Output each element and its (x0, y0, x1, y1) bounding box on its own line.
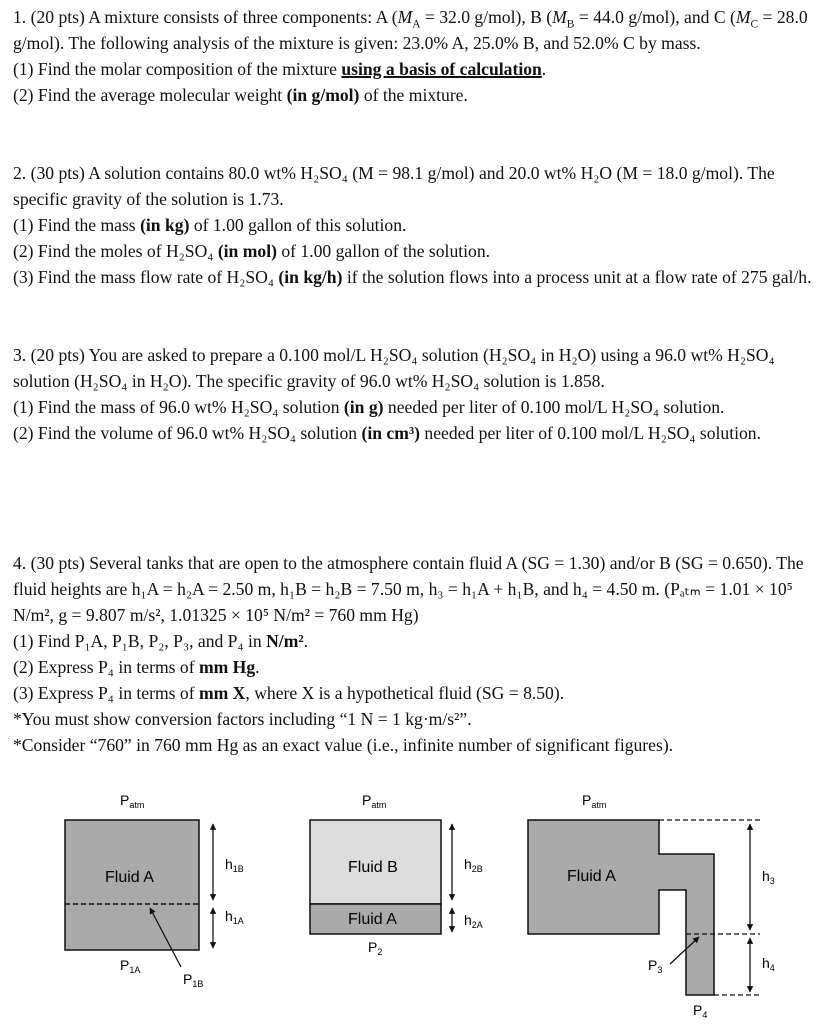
tank3-fluid-a (528, 820, 714, 995)
tank3-p4-label: $P_4$ (693, 1002, 708, 1020)
q2-intro: 2. (30 pts) A solution contains 80.0 wt% H₂SO₄ (M = 98.1 g/mol) and 20.0 wt% H₂O (M = 18.0 g/mol). The specific gravity of the solution is 1.73. (13, 163, 775, 209)
tank2-h2b-label: $h_{2B}$ (464, 856, 483, 874)
tank3-h4-label: $h_4$ (762, 955, 775, 973)
tank-3 (528, 792, 775, 1020)
tank2-p2-label: $P_2$ (368, 939, 383, 957)
tank2-h2a-label: $h_{2A}$ (464, 912, 483, 930)
q3-part-1: (1) Find the mass of 96.0 wt% H₂SO₄ solution (in g) needed per liter of 0.100 mol/L H₂SO₄ solution. (13, 397, 725, 417)
question-3 (13, 342, 829, 446)
tank-diagrams (0, 780, 837, 1024)
q4-part-2: (2) Express P₄ in terms of mm Hg. (13, 657, 260, 677)
q1-part-2: (2) Find the average molecular weight (in g/mol) of the mixture. (13, 85, 468, 105)
q4-part-3: (3) Express P₄ in terms of mm X, where X is a hypothetical fluid (SG = 8.50). (13, 683, 565, 703)
tank-diagrams-svg (0, 780, 837, 1024)
q2-part-3: (3) Find the mass flow rate of H₂SO₄ (in kg/h) if the solution flows into a process unit at a flow rate of 275 gal/h. (13, 267, 812, 287)
tank2-fluid-a-label: Fluid A (348, 911, 397, 928)
tank3-patm-label: $P_{atm}$ (582, 792, 607, 810)
tank3-fluid-label: Fluid A (567, 868, 616, 885)
tank1-p1b-label: $P_{1B}$ (183, 971, 204, 989)
tank3-p3-label: $P_3$ (648, 957, 663, 975)
tank2-patm-label: $P_{atm}$ (362, 792, 387, 810)
question-1 (13, 4, 829, 108)
q4-intro: 4. (30 pts) Several tanks that are open to the atmosphere contain fluid A (SG = 1.30) and/or B (SG = 0.650). The fluid heights are h₁A = h₂A = 2.50 m, h₁B = h₂B = 7.50 m, h₃ = h₁A + h₁B, and h₄ = 4.50 m. (Pₐₜₘ = 1.01 × 10⁵ N/m², g = 9.807 m/s², 1.01325 × 10⁵ N/m² = 760 mm Hg) (13, 553, 804, 625)
question-2 (13, 160, 829, 290)
q4-note-1: *You must show conversion factors including “1 N = 1 kg·m/s²”. (13, 709, 472, 729)
q2-part-2: (2) Find the moles of H₂SO₄ (in mol) of 1.00 gallon of the solution. (13, 241, 491, 261)
tank2-fluid-b-label: Fluid B (348, 859, 398, 876)
q4-part-1: (1) Find P₁A, P₁B, P₂, P₃, and P₄ in N/m². (13, 631, 309, 651)
tank1-patm-label: $P_{atm}$ (120, 792, 145, 810)
tank-1 (65, 792, 244, 989)
tank1-p1a-label: $P_{1A}$ (120, 957, 141, 975)
tank3-h3-label: $h_3$ (762, 868, 775, 886)
question-4 (13, 550, 829, 758)
q1-part-1: (1) Find the molar composition of the mixture using a basis of calculation. (13, 59, 547, 79)
q3-part-2: (2) Find the volume of 96.0 wt% H₂SO₄ solution (in cm³) needed per liter of 0.100 mol/L H₂SO₄ solution. (13, 423, 761, 443)
q3-intro: 3. (20 pts) You are asked to prepare a 0.100 mol/L H₂SO₄ solution (H₂SO₄ in H₂O) using a 96.0 wt% H₂SO₄ solution (H₂SO₄ in H₂O). The specific gravity of 96.0 wt% H₂SO₄ solution is 1.858. (13, 345, 775, 391)
tank-2 (310, 792, 483, 957)
q2-part-1: (1) Find the mass (in kg) of 1.00 gallon of this solution. (13, 215, 407, 235)
q4-note-2: *Consider “760” in 760 mm Hg as an exact value (i.e., infinite number of significant figures). (13, 735, 674, 755)
tank1-fluid-label: Fluid A (105, 869, 154, 886)
tank1-h1a-label: $h_{1A}$ (225, 908, 244, 926)
tank1-h1b-label: $h_{1B}$ (225, 856, 244, 874)
q1-intro: 1. (20 pts) A mixture consists of three components: A ($M_A = 32.0$ g/mol), B ($M_B = 44.0$ g/mol), and C ($M_C = 28.0$ g/mol). The following analysis of the mixture is given: 23.0% A, 25.0% B, and 52.0% C by mass. (13, 7, 808, 53)
